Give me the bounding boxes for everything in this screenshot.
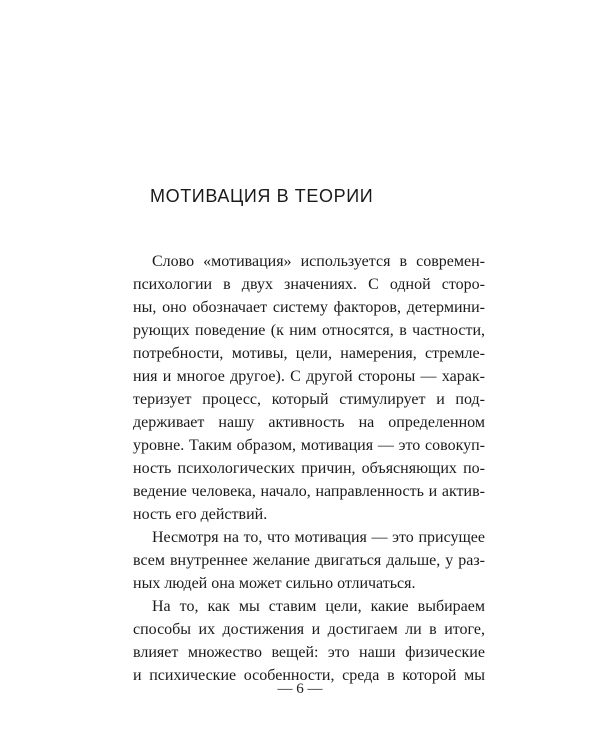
text-line bbox=[152, 250, 485, 273]
word: объясняющих bbox=[361, 460, 457, 477]
word: — bbox=[420, 368, 437, 385]
word: потребности, bbox=[133, 345, 224, 362]
word: какие bbox=[370, 598, 409, 615]
word: харак- bbox=[441, 368, 485, 385]
word: и bbox=[133, 667, 142, 684]
word: многое bbox=[176, 368, 225, 385]
word: цели, bbox=[325, 598, 362, 615]
word: их bbox=[198, 621, 216, 638]
word: частности, bbox=[412, 322, 485, 339]
word: ним bbox=[289, 322, 317, 339]
text-line bbox=[133, 273, 485, 296]
word: на bbox=[223, 529, 239, 546]
word: — bbox=[371, 529, 388, 546]
word: факторов, bbox=[333, 299, 401, 316]
word: мы bbox=[464, 667, 485, 684]
word: влияет bbox=[133, 644, 179, 661]
word: направленность bbox=[315, 483, 424, 500]
word: это bbox=[392, 529, 414, 546]
word: С bbox=[290, 368, 301, 385]
word: стороны bbox=[358, 368, 416, 385]
word: начало, bbox=[260, 483, 311, 500]
word: внутреннее bbox=[169, 552, 248, 569]
chapter-heading: МОТИВАЦИЯ В ТЕОРИИ bbox=[150, 186, 374, 206]
word: двух bbox=[241, 276, 273, 293]
word: что bbox=[267, 529, 290, 546]
word: в bbox=[223, 276, 231, 293]
text-line bbox=[133, 365, 485, 388]
word: одной bbox=[389, 276, 431, 293]
word: итоге, bbox=[444, 621, 485, 638]
text-line bbox=[133, 342, 485, 365]
word: то, bbox=[243, 529, 263, 546]
word: которой bbox=[402, 667, 457, 684]
word: намерения, bbox=[340, 345, 417, 362]
page-number: — 6 — bbox=[277, 681, 323, 697]
word: оно bbox=[162, 299, 187, 316]
word: сторо- bbox=[441, 276, 485, 293]
word: среда bbox=[342, 667, 380, 684]
word: детермини- bbox=[406, 299, 485, 316]
word: вещей: bbox=[271, 644, 319, 661]
word: совокуп- bbox=[425, 437, 485, 454]
word: который bbox=[271, 391, 329, 408]
text-line: ность его действий. bbox=[133, 506, 268, 523]
word: актив- bbox=[441, 483, 485, 500]
word: ны, bbox=[133, 299, 157, 316]
word: двигаться bbox=[314, 552, 382, 569]
word: на bbox=[358, 414, 375, 431]
text-line: ных людей она может сильно отличаться. bbox=[133, 575, 416, 592]
word: обозначает bbox=[192, 299, 268, 316]
word: теризует bbox=[133, 391, 192, 408]
word: ли bbox=[405, 621, 422, 638]
word: физические bbox=[405, 644, 485, 661]
word: другой bbox=[306, 368, 353, 385]
word: держивает bbox=[133, 414, 205, 431]
word: стремле- bbox=[425, 345, 485, 362]
word: в bbox=[399, 322, 407, 339]
word: ность bbox=[133, 460, 172, 477]
word: систему bbox=[272, 299, 328, 316]
word: то, bbox=[179, 598, 199, 615]
word: раз- bbox=[458, 552, 485, 569]
word: активность bbox=[268, 414, 345, 431]
text-line bbox=[152, 526, 485, 549]
word: определенном bbox=[388, 414, 485, 431]
word: мотивация bbox=[300, 437, 374, 454]
word: дальше, bbox=[386, 552, 441, 569]
word: и bbox=[162, 368, 172, 385]
word: ставим bbox=[268, 598, 317, 615]
word: и bbox=[436, 391, 445, 408]
word: и bbox=[428, 483, 438, 500]
text-line bbox=[133, 388, 485, 411]
word: (к bbox=[270, 322, 284, 339]
word: образом, bbox=[236, 437, 296, 454]
word: как bbox=[207, 598, 230, 615]
word: человека, bbox=[191, 483, 256, 500]
word: нашу bbox=[218, 414, 255, 431]
word: ведение bbox=[133, 483, 187, 500]
text-line bbox=[133, 296, 485, 319]
word: мы bbox=[238, 598, 260, 615]
word: выбираем bbox=[417, 598, 485, 615]
text-line bbox=[133, 319, 485, 342]
word: уровне. bbox=[133, 437, 185, 454]
word: это bbox=[327, 644, 350, 661]
word: значениях. bbox=[284, 276, 358, 293]
word: процесс, bbox=[202, 391, 262, 408]
word: другое). bbox=[230, 368, 285, 385]
word: в bbox=[387, 667, 395, 684]
word: под- bbox=[455, 391, 485, 408]
word: всем bbox=[133, 552, 165, 569]
word: рующих bbox=[133, 322, 190, 339]
word: достижения bbox=[222, 621, 305, 638]
word: у bbox=[445, 552, 454, 569]
text-line bbox=[133, 434, 485, 457]
word: цели, bbox=[295, 345, 332, 362]
word: используется bbox=[300, 253, 391, 270]
text-line bbox=[133, 641, 485, 664]
word: психологических bbox=[177, 460, 296, 477]
text-line bbox=[133, 549, 485, 572]
word: Слово bbox=[152, 253, 195, 270]
text-line bbox=[133, 618, 485, 641]
word: множество bbox=[187, 644, 262, 661]
word: ния bbox=[133, 368, 158, 385]
word: это bbox=[398, 437, 421, 454]
text-line bbox=[133, 411, 485, 434]
word: поведение bbox=[195, 322, 266, 339]
word: мотивация bbox=[294, 529, 367, 546]
word: достигаем bbox=[327, 621, 398, 638]
word: присущее bbox=[418, 529, 485, 546]
word: и bbox=[311, 621, 321, 638]
word: На bbox=[152, 598, 171, 615]
word: желание bbox=[252, 552, 310, 569]
text-line bbox=[152, 595, 485, 618]
word: особенности, bbox=[243, 667, 335, 684]
word: причин, bbox=[301, 460, 356, 477]
word: современ- bbox=[416, 253, 485, 270]
word: «мотивация» bbox=[203, 253, 292, 270]
word: по- bbox=[463, 460, 485, 477]
word: относятся, bbox=[321, 322, 394, 339]
text-line bbox=[133, 457, 485, 480]
word: С bbox=[368, 276, 379, 293]
text-line bbox=[133, 480, 485, 503]
word: в bbox=[429, 621, 437, 638]
word: наши bbox=[359, 644, 396, 661]
word: Таким bbox=[188, 437, 232, 454]
word: психические bbox=[149, 667, 237, 684]
word: Несмотря bbox=[152, 529, 219, 546]
word: мотивы, bbox=[231, 345, 288, 362]
word: — bbox=[377, 437, 394, 454]
word: стимулирует bbox=[339, 391, 426, 408]
word: психологии bbox=[133, 276, 213, 293]
word: способы bbox=[133, 621, 192, 638]
word: в bbox=[399, 253, 408, 270]
